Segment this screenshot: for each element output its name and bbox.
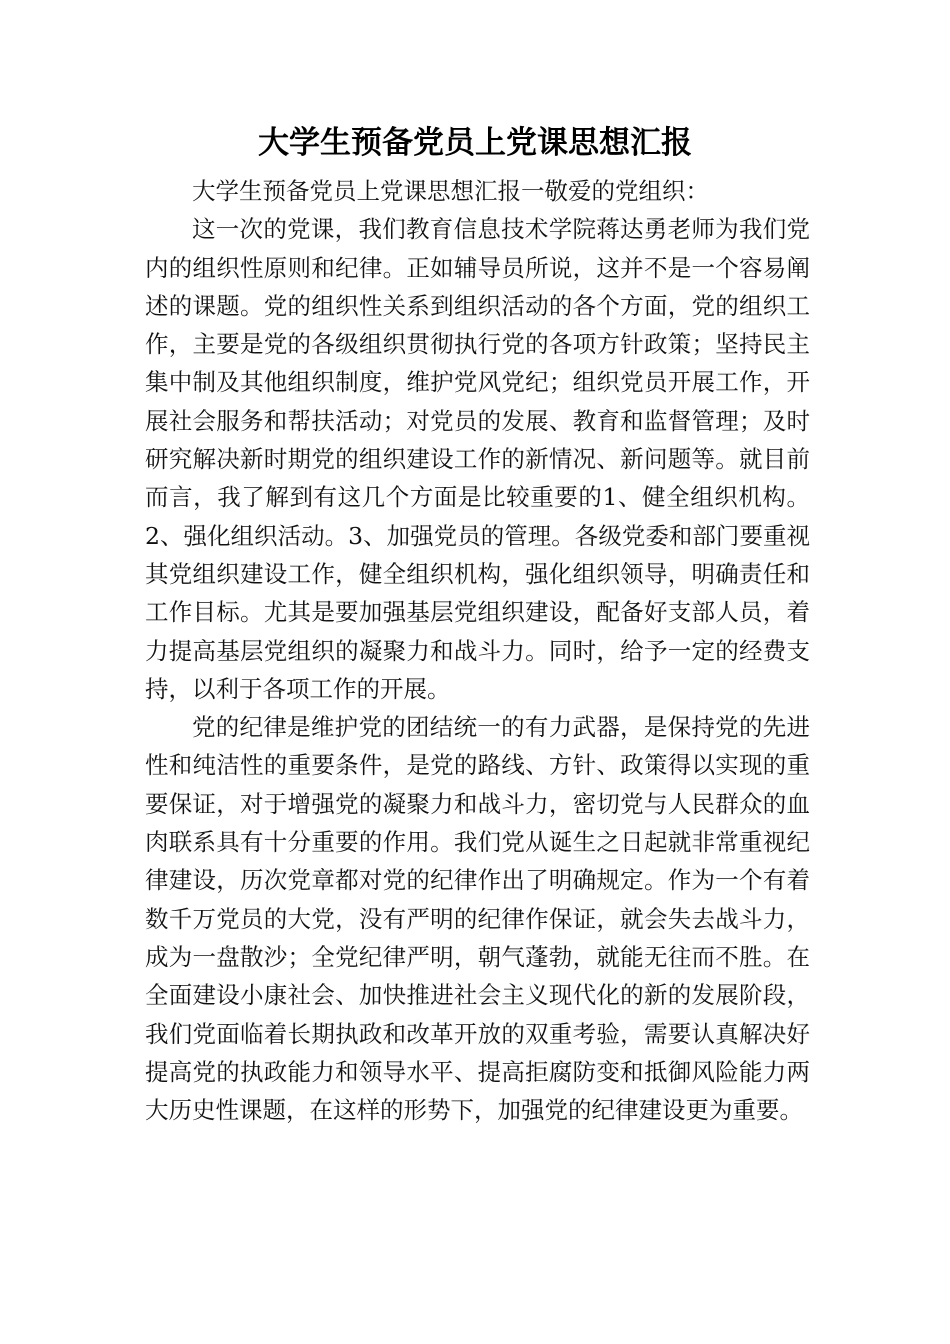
body-paragraph-organization: 这一次的党课，我们教育信息技术学院蒋达勇老师为我们党内的组织性原则和纪律。正如辅导员所说，这并不是一个容易阐述的课题。党的组织性关系到组织活动的各个方面，党的组织工作，主要是党的各级组织贯彻执行党的各项方针政策；坚持民主集中制及其他组织制度，维护党风党纪；组织党员开展工作，开展社会服务和帮扶活动；对党员的发展、教育和监督管理；及时研究解决新时期党的组织建设工作的新情况、新问题等。就目前而言，我了解到有这几个方面是比较重要的1、健全组织机构。2、强化组织活动。3、加强党员的管理。各级党委和部门要重视其党组织建设工作，健全组织机构，强化组织领导，明确责任和工作目标。尤其是要加强基层党组织建设，配备好支部人员，着力提高基层党组织的凝聚力和战斗力。同时，给予一定的经费支持，以利于各项工作的开展。 [145, 215, 810, 703]
body-paragraph-discipline: 党的纪律是维护党的团结统一的有力武器，是保持党的先进性和纯洁性的重要条件，是党的路线、方针、政策得以实现的重要保证，对于增强党的凝聚力和战斗力，密切党与人民群众的血肉联系具有十分重要的作用。我们党从诞生之日起就非常重视纪律建设，历次党章都对党的纪律作出了明确规定。作为一个有着数千万党员的大党，没有严明的纪律作保证，就会失去战斗力，成为一盘散沙；全党纪律严明，朝气蓬勃，就能无往而不胜。在全面建设小康社会、加快推进社会主义现代化的新的发展阶段，我们党面临着长期执政和改革开放的双重考验，需要认真解决好提高党的执政能力和领导水平、提高拒腐防变和抵御风险能力两大历史性课题，在这样的形势下，加强党的纪律建设更为重要。 [145, 713, 810, 1125]
document-body [145, 172, 810, 1129]
document-title: 大学生预备党员上党课思想汇报 [258, 125, 692, 161]
salutation-paragraph: 大学生预备党员上党课思想汇报一敬爱的党组织： [192, 177, 709, 205]
